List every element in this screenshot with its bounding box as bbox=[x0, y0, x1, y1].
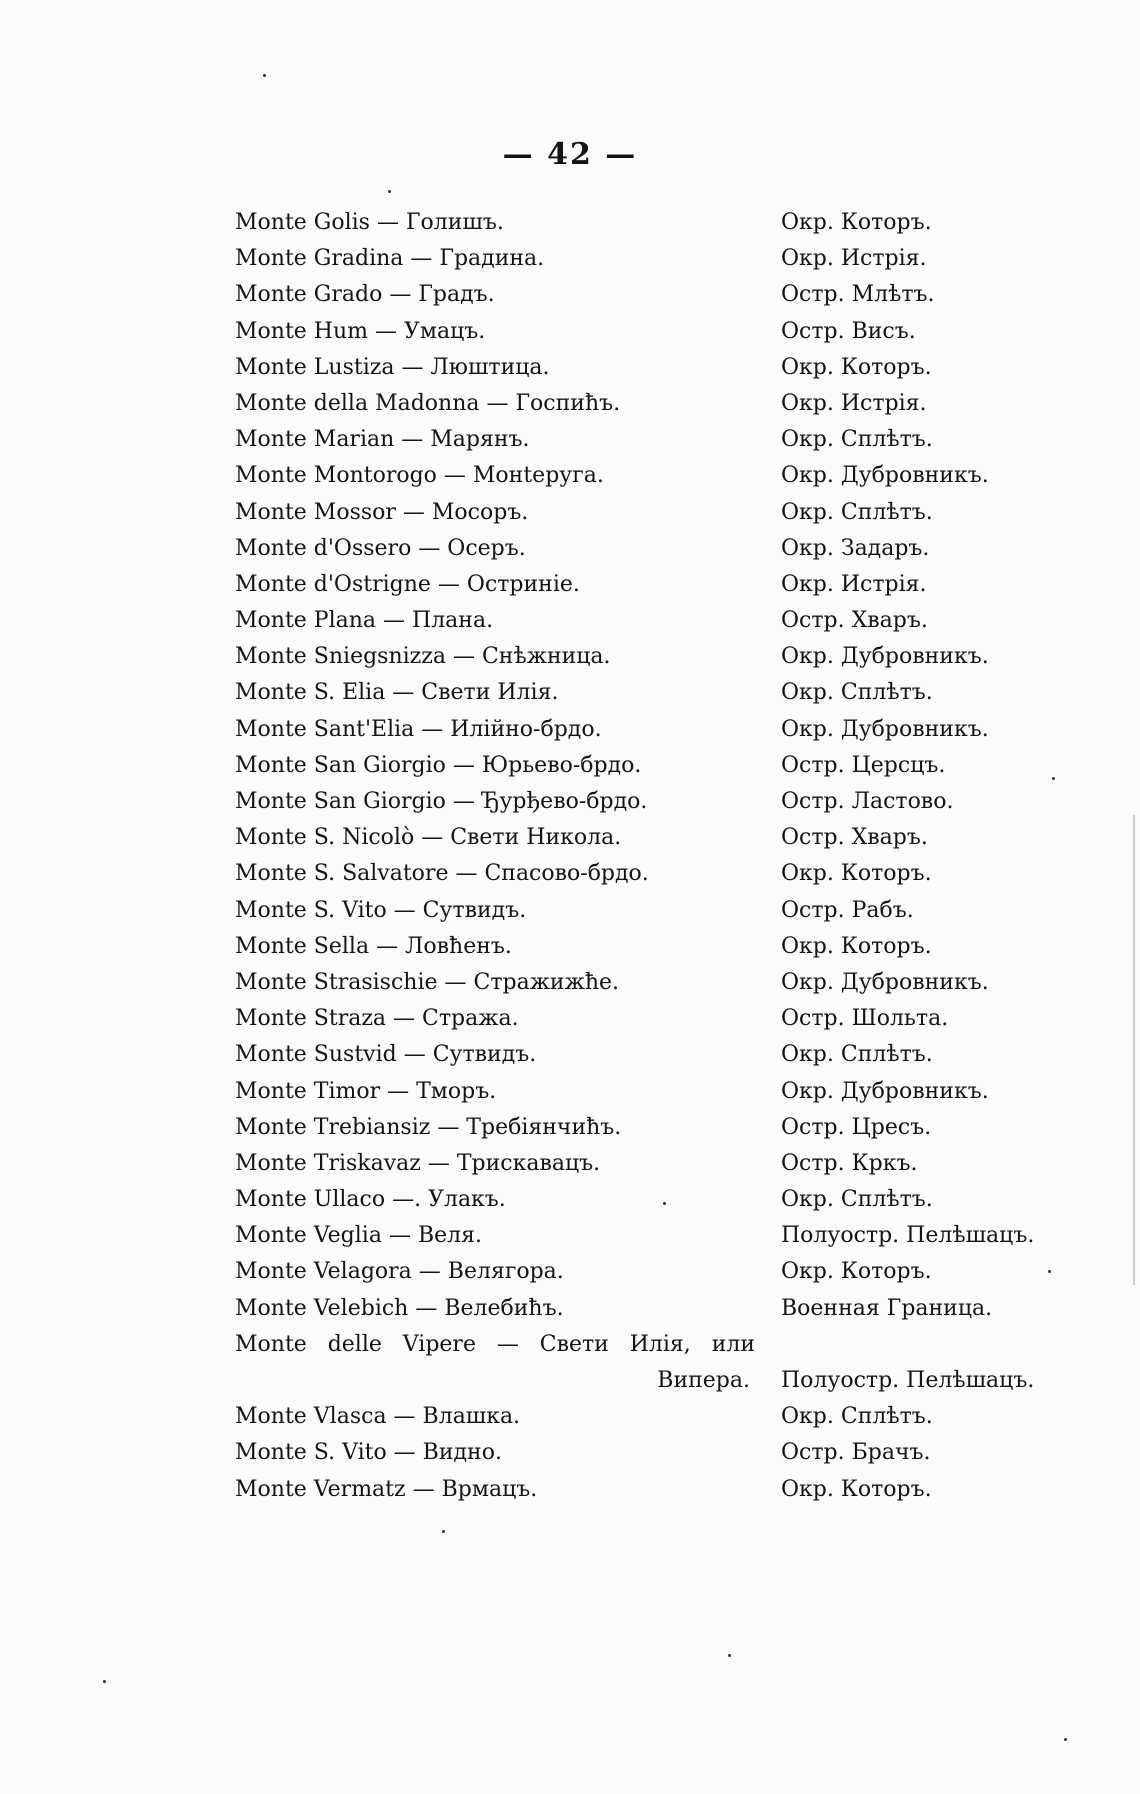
entry-name: Monte Plana — Плана. bbox=[235, 608, 494, 634]
entry-name: Monte Straza — Стража. bbox=[235, 1006, 519, 1032]
table-row bbox=[0, 1182, 1140, 1218]
entry-name: Monte della Madonna — Госпиħъ. bbox=[235, 390, 621, 416]
entry-region: Остр. Церсцъ. bbox=[781, 752, 946, 778]
print-speck bbox=[263, 74, 266, 77]
table-row bbox=[0, 205, 1140, 241]
entry-region: Окр. Дубровникъ. bbox=[781, 969, 989, 995]
table-row bbox=[0, 567, 1140, 603]
table-row bbox=[0, 241, 1140, 277]
entry-region: Окр. Которъ. bbox=[781, 1476, 932, 1502]
page-edge-shadow bbox=[1133, 815, 1135, 1285]
table-row bbox=[0, 1363, 1140, 1399]
entry-region: Остр. Цресъ. bbox=[781, 1114, 932, 1140]
table-row bbox=[0, 1291, 1140, 1327]
entry-name: Monte Montorogo — Монteруга. bbox=[235, 463, 604, 489]
table-row bbox=[0, 603, 1140, 639]
table-row bbox=[0, 1110, 1140, 1146]
table-row bbox=[0, 1074, 1140, 1110]
entry-name: Monte Mossor — Мосоръ. bbox=[235, 499, 529, 525]
entry-region: Остр. Кркъ. bbox=[781, 1150, 918, 1176]
entry-name: Monte S. Vito — Видно. bbox=[235, 1440, 502, 1466]
entry-name: Monte Velagora — Велягора. bbox=[235, 1259, 564, 1285]
entry-name: Monte Sustvid — Сутвидъ. bbox=[235, 1042, 537, 1068]
table-row bbox=[0, 458, 1140, 494]
table-row bbox=[0, 712, 1140, 748]
table-row bbox=[0, 314, 1140, 350]
entry-region: Окр. Которъ. bbox=[781, 861, 932, 887]
print-speck bbox=[728, 1654, 731, 1657]
entry-name: Monte Ullaco —. Улакъ. bbox=[235, 1187, 506, 1213]
entry-region: Окр. Которъ. bbox=[781, 1259, 932, 1285]
table-row bbox=[0, 856, 1140, 892]
table-row bbox=[0, 965, 1140, 1001]
entry-region: Остр. Рабъ. bbox=[781, 897, 914, 923]
entry-name: Monte S. Nicolò — Свети Никола. bbox=[235, 825, 622, 851]
entry-name: Monte S. Vito — Сутвидъ. bbox=[235, 897, 527, 923]
print-speck bbox=[442, 1530, 445, 1533]
table-row bbox=[0, 1218, 1140, 1254]
page-number: — 42 — bbox=[502, 137, 638, 172]
table-row bbox=[0, 531, 1140, 567]
entry-region: Окр. Сплѣтъ. bbox=[781, 680, 933, 706]
entry-region: Окр. Которъ. bbox=[781, 933, 932, 959]
table-row bbox=[0, 1001, 1140, 1037]
table-row bbox=[0, 639, 1140, 675]
table-row bbox=[0, 386, 1140, 422]
entry-region: Окр. Дубровникъ. bbox=[781, 463, 989, 489]
entry-region: Окр. Дубровникъ. bbox=[781, 716, 989, 742]
entry-name: Monte Triskavaz — Трискавацъ. bbox=[235, 1150, 601, 1176]
print-speck bbox=[388, 190, 391, 193]
entry-region: Окр. Истрія. bbox=[781, 246, 927, 272]
entry-name: Monte Lustiza — Люштица. bbox=[235, 354, 550, 380]
entry-name: Monte Vlasca — Влашка. bbox=[235, 1404, 521, 1430]
entry-name: Monte Velebich — Велебиħъ. bbox=[235, 1295, 564, 1321]
print-speck bbox=[1064, 1738, 1067, 1741]
entry-region: Полуостр. Пелѣшацъ. bbox=[781, 1368, 1035, 1393]
entry-region: Остр. Хваръ. bbox=[781, 825, 928, 851]
table-row bbox=[0, 350, 1140, 386]
entry-name: Monte Strasischie — Стражижħе. bbox=[235, 969, 620, 995]
entry-region: Окр. Задаръ. bbox=[781, 535, 930, 561]
print-speck bbox=[1048, 1270, 1051, 1273]
entry-name: Monte Grado — Градъ. bbox=[235, 282, 495, 308]
entry-name: Monte Hum — Умацъ. bbox=[235, 318, 486, 344]
entry-region: Окр. Сплѣтъ. bbox=[781, 1404, 933, 1430]
entry-region: Окр. Истрія. bbox=[781, 571, 927, 597]
entry-region: Военная Граница. bbox=[781, 1295, 993, 1321]
entry-list bbox=[0, 205, 1140, 1508]
entry-region: Остр. Шольта. bbox=[781, 1006, 949, 1032]
table-row bbox=[0, 820, 1140, 856]
entry-region: Окр. Сплѣтъ. bbox=[781, 499, 933, 525]
entry-region: Окр. Сплѣтъ. bbox=[781, 1187, 933, 1213]
entry-name: Monte d'Ossero — Осеръ. bbox=[235, 535, 526, 561]
entry-name: Monte delle Vipere — Свети Илія, или bbox=[235, 1331, 755, 1357]
table-row bbox=[0, 784, 1140, 820]
table-row bbox=[0, 893, 1140, 929]
table-row bbox=[0, 675, 1140, 711]
entry-region: Окр. Дубровникъ. bbox=[781, 644, 989, 670]
print-speck bbox=[663, 1202, 666, 1205]
table-row bbox=[0, 1037, 1140, 1073]
entry-name: Monte d'Ostrigne — Остриніе. bbox=[235, 571, 580, 597]
entry-name: Monte S. Elia — Свети Илія. bbox=[235, 680, 559, 706]
table-row bbox=[0, 1254, 1140, 1290]
entry-name: Monte San Giorgio — Юрьево-брдо. bbox=[235, 752, 642, 778]
table-row bbox=[0, 1327, 1140, 1363]
table-row bbox=[0, 277, 1140, 313]
entry-region: Остр. Ластово. bbox=[781, 789, 954, 814]
entry-region: Окр. Сплѣтъ. bbox=[781, 1042, 933, 1068]
entry-name: Monte San Giorgio — Ђурђево-брдо. bbox=[235, 789, 648, 814]
entry-region: Окр. Которъ. bbox=[781, 354, 932, 380]
table-row bbox=[0, 748, 1140, 784]
entry-region: Окр. Сплѣтъ. bbox=[781, 427, 933, 453]
entry-region: Окр. Дубровникъ. bbox=[781, 1078, 989, 1104]
entry-name: Monte Vermatz — Врмацъ. bbox=[235, 1476, 538, 1502]
entry-name: Випера. bbox=[657, 1368, 750, 1393]
entry-name: Monte S. Salvatore — Спасово-брдо. bbox=[235, 861, 649, 887]
table-row bbox=[0, 495, 1140, 531]
entry-name: Monte Timor — Тморъ. bbox=[235, 1078, 497, 1104]
table-row bbox=[0, 422, 1140, 458]
entry-region: Остр. Висъ. bbox=[781, 318, 916, 344]
entry-name: Monte Trebiansiz — Требіянчиħъ. bbox=[235, 1114, 622, 1140]
table-row bbox=[0, 1472, 1140, 1508]
entry-region: Остр. Млѣтъ. bbox=[781, 282, 935, 308]
entry-name: Monte Sella — Ловħенъ. bbox=[235, 933, 512, 959]
print-speck bbox=[1052, 777, 1055, 780]
entry-name: Monte Sniegsnizza — Снѣжница. bbox=[235, 644, 611, 670]
table-row bbox=[0, 929, 1140, 965]
entry-region: Остр. Брачъ. bbox=[781, 1440, 931, 1466]
entry-name: Monte Gradina — Градина. bbox=[235, 246, 545, 272]
entry-name: Monte Sant'Elia — Илійно-брдо. bbox=[235, 716, 602, 742]
entry-name: Monte Veglia — Веля. bbox=[235, 1223, 482, 1249]
entry-name: Monte Marian — Марянъ. bbox=[235, 427, 530, 453]
print-speck bbox=[103, 1680, 106, 1683]
entry-name: Monte Golis — Голишъ. bbox=[235, 210, 504, 235]
entry-region: Окр. Которъ. bbox=[781, 210, 932, 235]
entry-region: Остр. Хваръ. bbox=[781, 608, 928, 634]
table-row bbox=[0, 1399, 1140, 1435]
entry-region: Полуостр. Пелѣшацъ. bbox=[781, 1223, 1035, 1249]
table-row bbox=[0, 1435, 1140, 1471]
entry-region: Окр. Истрія. bbox=[781, 390, 927, 416]
table-row bbox=[0, 1146, 1140, 1182]
